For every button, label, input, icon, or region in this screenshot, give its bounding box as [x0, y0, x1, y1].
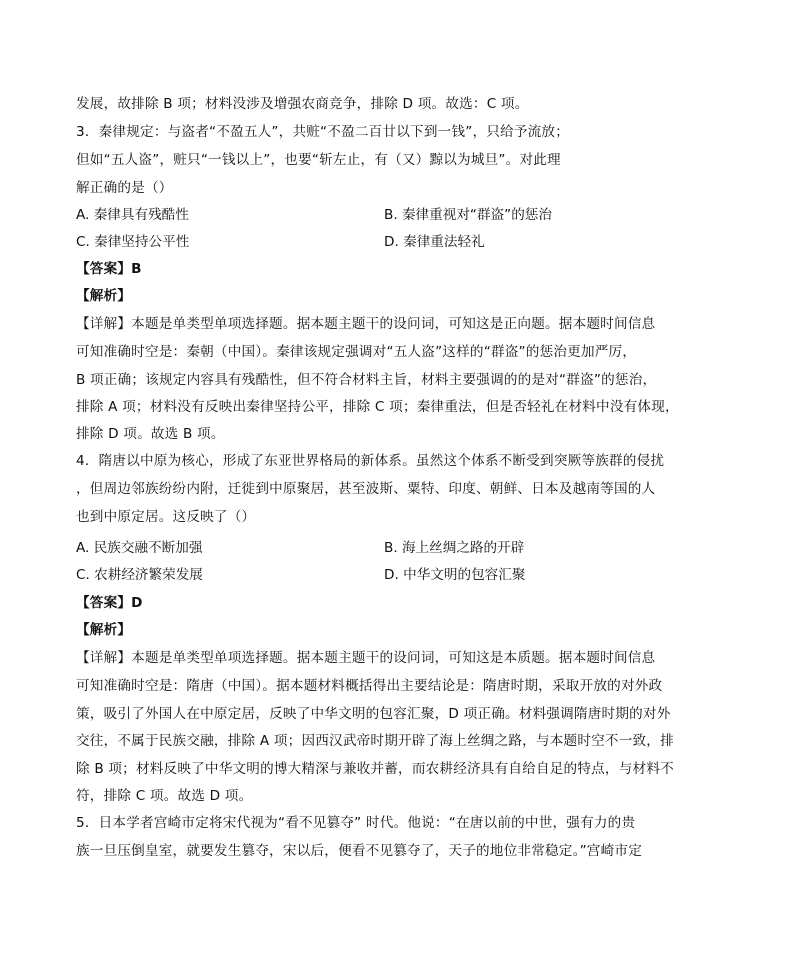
- q5-stem-line: 5．日本学者宫崎市定将宋代视为“看不见篡夺” 时代。他说：“在唐以前的中世，强有力的贵: [76, 815, 636, 831]
- q3-option-b: B. 秦律重视对“群盗”的惩治: [384, 207, 552, 223]
- q3-stem-line: 但如“五人盗”，赃只“一钱以上”，也要“斩左止，有（又）黥以为城旦”。对此理: [76, 152, 561, 168]
- q3-detail-line: 排除 D 项。故选 B 项。: [76, 426, 225, 442]
- q3-option-c: C. 秦律坚持公平性: [76, 234, 190, 250]
- q3-stem-line: 3．秦律规定：与盗者“不盈五人”，共赃“不盈二百廿以下到一钱”，只给予流放；: [76, 124, 570, 140]
- q4-option-c: C. 农耕经济繁荣发展: [76, 567, 203, 583]
- q4-option-d: D. 中华文明的包容汇聚: [384, 567, 526, 583]
- q2-explanation-tail: 发展，故排除 B 项；材料没涉及增强农商竞争，排除 D 项。故选：C 项。: [76, 96, 529, 112]
- q4-detail-line: 符，排除 C 项。故选 D 项。: [76, 788, 253, 804]
- q4-option-a: A. 民族交融不断加强: [76, 540, 203, 556]
- q3-detail-line: B 项正确；该规定内容具有残酷性，但不符合材料主旨，材料主要强调的的是对“群盗”的惩治，: [76, 372, 657, 388]
- q5-stem-line: 族一旦压倒皇室，就要发生篡夺，宋以后，便看不见篡夺了，天子的地位非常稳定。”宫崎市定: [76, 843, 642, 859]
- q4-detail-line: 【详解】本题是单类型单项选择题。据本题主题干的设问词，可知这是本质题。据本题时间信息: [76, 650, 656, 666]
- q4-stem-line: 4．隋唐以中原为核心，形成了东亚世界格局的新体系。虽然这个体系不断受到突厥等族群的侵扰: [76, 453, 665, 469]
- q4-stem-line: ，但周边邻族纷纷内附，迁徙到中原聚居，甚至波斯、粟特、印度、朝鲜、日本及越南等国的人: [76, 481, 656, 497]
- q3-option-a: A. 秦律具有残酷性: [76, 207, 189, 223]
- q3-detail-line: 可知准确时空是：秦朝（中国）。秦律该规定强调对“五人盗”这样的“群盗”的惩治更加严厉，: [76, 344, 637, 360]
- q3-stem-line: 解正确的是（）: [76, 180, 173, 196]
- q4-answer: 【答案】D: [76, 595, 143, 611]
- q4-detail-line: 策，吸引了外国人在中原定居，反映了中华文明的包容汇聚，D 项正确。材料强调隋唐时期的对外: [76, 706, 671, 722]
- q3-detail-line: 【详解】本题是单类型单项选择题。据本题主题干的设问词，可知这是正向题。据本题时间信息: [76, 316, 656, 332]
- q3-answer: 【答案】B: [76, 261, 142, 277]
- q4-detail-line: 交往，不属于民族交融，排除 A 项；因西汉武帝时期开辟了海上丝绸之路，与本题时空不一致，排: [76, 733, 674, 749]
- q3-option-d: D. 秦律重法轻礼: [384, 234, 485, 250]
- q4-stem-line: 也到中原定居。这反映了（）: [76, 509, 256, 525]
- q3-detail-line: 排除 A 项；材料没有反映出秦律坚持公平，排除 C 项；秦律重法，但是否轻礼在材料中没有体现，: [76, 399, 679, 415]
- q4-option-b: B. 海上丝绸之路的开辟: [384, 540, 525, 556]
- q4-detail-line: 除 B 项；材料反映了中华文明的博大精深与兼收并蓄，而农耕经济具有自给自足的特点，与材料不: [76, 761, 674, 777]
- q4-detail-line: 可知准确时空是：隋唐（中国）。据本题材料概括得出主要结论是：隋唐时期，采取开放的对外政: [76, 678, 663, 694]
- q4-analysis-label: 【解析】: [76, 622, 132, 638]
- q3-analysis-label: 【解析】: [76, 288, 132, 304]
